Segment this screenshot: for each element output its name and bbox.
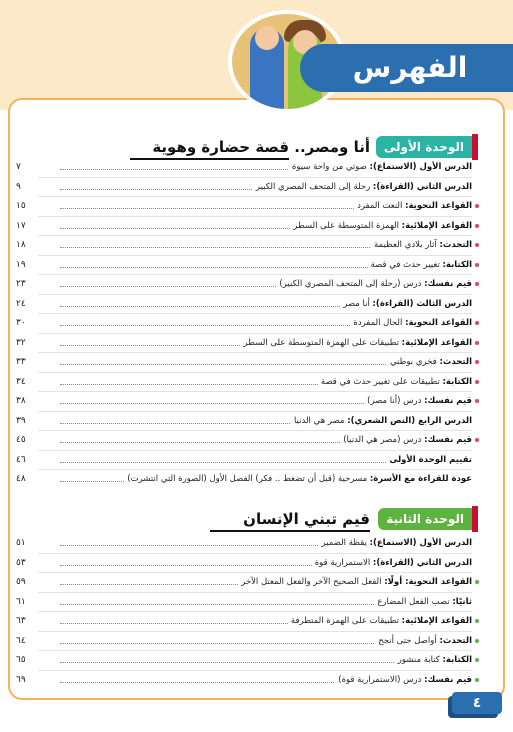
toc-page-number: ٦٤ bbox=[16, 632, 40, 650]
toc-entry-label: الكتابة: bbox=[442, 259, 472, 270]
toc-entry-label: التحدث: bbox=[439, 240, 472, 250]
toc-page-number: ٣٩ bbox=[16, 412, 40, 430]
toc-entry-text: النعت المفرد bbox=[357, 201, 403, 211]
toc-entry-text: مسرحية (قبل أن تضغط .. فكر) الفصل الأول (الصورة التي انتشرت) bbox=[127, 474, 368, 484]
toc-entry bbox=[340, 431, 472, 449]
toc-entry-text: أنا مصر bbox=[343, 298, 370, 309]
toc-row bbox=[16, 373, 472, 391]
toc-entry-text: درس (الاستمرارية قوة) bbox=[338, 674, 422, 685]
bullet-icon bbox=[475, 263, 479, 267]
toc-entry bbox=[368, 256, 472, 274]
toc-page-number: ٥٩ bbox=[16, 573, 40, 591]
bullet-icon bbox=[475, 360, 479, 364]
toc-entry bbox=[276, 275, 472, 293]
toc-entry bbox=[374, 593, 472, 611]
toc-entry bbox=[124, 470, 472, 488]
toc-entry-text: الفعل الصحيح الآخر والفعل المعتل الآخر bbox=[241, 577, 382, 587]
unit-2-badge-label: الوحدة الثانية bbox=[386, 512, 464, 526]
toc-entry-label: الدرس الرابع (النص الشعري): bbox=[347, 415, 472, 426]
toc-page-number: ٣٢ bbox=[16, 334, 40, 352]
toc-entry bbox=[319, 534, 473, 552]
toc-entry bbox=[241, 334, 472, 352]
toc-row bbox=[16, 275, 472, 293]
toc-row bbox=[16, 451, 472, 469]
unit-2-header bbox=[100, 508, 472, 530]
toc-row bbox=[16, 295, 472, 313]
toc-entry-text: رحلة إلى المتحف المصري الكبير bbox=[255, 181, 371, 192]
bullet-icon bbox=[475, 399, 479, 403]
bullet-icon bbox=[475, 580, 479, 584]
toc-page-number: ٦١ bbox=[16, 593, 40, 611]
toc-entry-label: عودة للقراءة مع الأسرة: bbox=[369, 474, 472, 484]
toc-row bbox=[16, 671, 472, 689]
toc-entry-text: يقظة الضمير bbox=[321, 538, 367, 548]
toc-row bbox=[16, 256, 472, 274]
toc-entry bbox=[253, 178, 472, 196]
toc-row bbox=[16, 314, 472, 332]
toc-row bbox=[16, 593, 472, 611]
toc-page-number: ٢٣ bbox=[16, 275, 40, 293]
bullet-icon bbox=[475, 282, 479, 286]
toc-entry-label: التحدث: bbox=[439, 635, 472, 646]
toc-row bbox=[16, 534, 472, 552]
toc-entry-text: فخري بوطني bbox=[389, 357, 437, 367]
toc-page-number: ٤٨ bbox=[16, 470, 40, 488]
toc-entry-label: تقييم الوحدة الأولى bbox=[389, 454, 472, 465]
unit-1-marker bbox=[472, 134, 478, 160]
toc-entry-label: القواعد النحوية: bbox=[405, 201, 472, 211]
toc-entry-text: أواصل حتى أنجح bbox=[378, 635, 437, 646]
toc-entry-label: التحدث: bbox=[439, 357, 472, 367]
toc-page-number: ١٧ bbox=[16, 217, 40, 235]
toc-page-number: ٧ bbox=[16, 158, 40, 176]
bullet-icon bbox=[475, 619, 479, 623]
toc-entry bbox=[291, 412, 472, 430]
toc-entry-label: القواعد النحوية: أولًا: bbox=[384, 577, 472, 587]
toc-entry bbox=[312, 554, 472, 572]
toc-entry-label: القواعد الإملائية: bbox=[401, 220, 472, 231]
unit-2-marker bbox=[472, 506, 478, 532]
toc-page-number: ١٨ bbox=[16, 236, 40, 254]
toc-page-number: ٤٦ bbox=[16, 451, 40, 469]
toc-entry-text: تطبيقات على تغيير حدث في قصة bbox=[320, 376, 440, 387]
toc-page-number: ٣٠ bbox=[16, 314, 40, 332]
toc-entry-label: القواعد الإملائية: bbox=[401, 616, 472, 626]
toc-entry-label: ثانيًا: bbox=[452, 596, 472, 607]
unit-2-badge bbox=[378, 508, 472, 530]
toc-entry-text: درس (رحلة إلى المتحف المصري الكبير) bbox=[279, 279, 422, 289]
toc-page-number: ٥١ bbox=[16, 534, 40, 552]
toc-row bbox=[16, 470, 472, 488]
toc-entry-label: الدرس الثاني (القراءة): bbox=[372, 557, 472, 568]
toc-row bbox=[16, 158, 472, 176]
toc-entry-label: قيم نفسك: bbox=[424, 279, 472, 289]
bullet-icon bbox=[475, 224, 479, 228]
toc-entry bbox=[288, 612, 472, 630]
toc-entry-label: قيم نفسك: bbox=[424, 435, 472, 445]
toc-entry-text: درس (مصر هي الدنيا) bbox=[343, 435, 422, 445]
toc-entry-text: الاستمرارية قوة bbox=[314, 557, 371, 568]
toc-entry-text: الحال المفردة bbox=[353, 318, 403, 328]
unit-1-header bbox=[100, 136, 472, 158]
toc-row bbox=[16, 334, 472, 352]
unit-2-underline bbox=[210, 530, 370, 532]
toc-entry-text: آثار بلادي العظيمة bbox=[373, 240, 437, 250]
toc-entry-text: تغيير حدث في قصة bbox=[370, 259, 440, 270]
toc-row bbox=[16, 573, 472, 591]
toc-row bbox=[16, 178, 472, 196]
toc-entry-text: مصر هي الدنيا bbox=[293, 415, 345, 426]
toc-entry bbox=[375, 632, 472, 650]
toc-entry-text: نصب الفعل المضارع bbox=[377, 596, 450, 607]
toc-entry bbox=[386, 451, 472, 469]
unit-1-title: أنا ومصر.. قصة حضارة وهوية bbox=[152, 138, 370, 156]
toc-row bbox=[16, 392, 472, 410]
toc-entry-text: تطبيقات على الهمزة المتوسطة على السطر bbox=[243, 337, 399, 348]
toc-entry-text: كتابة منشور bbox=[397, 655, 440, 665]
toc-row bbox=[16, 554, 472, 572]
bullet-icon bbox=[475, 380, 479, 384]
toc-page-number: ٦٥ bbox=[16, 651, 40, 669]
toc-entry bbox=[318, 373, 472, 391]
toc-entry-text: درس (أنا مصر) bbox=[367, 396, 422, 406]
page-number: ٤ bbox=[452, 692, 502, 714]
toc-entry bbox=[364, 392, 472, 410]
toc-entry bbox=[350, 314, 472, 332]
toc-page-number: ٥٣ bbox=[16, 554, 40, 572]
toc-row bbox=[16, 197, 472, 215]
bullet-icon bbox=[475, 341, 479, 345]
toc-entry bbox=[395, 651, 472, 669]
bullet-icon bbox=[475, 438, 479, 442]
toc-page-number: ٢٤ bbox=[16, 295, 40, 313]
toc-page-number: ٩ bbox=[16, 178, 40, 196]
toc-row bbox=[16, 612, 472, 630]
bullet-icon bbox=[475, 639, 479, 643]
toc-entry bbox=[371, 236, 472, 254]
toc-page-number: ١٥ bbox=[16, 197, 40, 215]
toc-entry bbox=[289, 158, 472, 176]
bullet-icon bbox=[475, 658, 479, 662]
toc-row bbox=[16, 651, 472, 669]
toc-page-number: ١٩ bbox=[16, 256, 40, 274]
bullet-icon bbox=[475, 678, 479, 682]
toc-entry bbox=[290, 217, 472, 235]
unit-2-title: قيم تبني الإنسان bbox=[243, 510, 370, 528]
toc-row bbox=[16, 217, 472, 235]
toc-page-number: ٦٩ bbox=[16, 671, 40, 689]
bullet-icon bbox=[475, 204, 479, 208]
unit-1-badge bbox=[376, 136, 472, 158]
toc-entry-label: الدرس الثالث (القراءة): bbox=[372, 298, 472, 309]
page-title: الفهرس bbox=[352, 51, 468, 84]
toc-entry-label: الدرس الأول (الاستماع): bbox=[369, 538, 472, 548]
toc-entry-text: الهمزة المتوسطة على السطر bbox=[293, 220, 399, 231]
toc-entry-label: القواعد الإملائية: bbox=[401, 337, 472, 348]
toc-entry bbox=[354, 197, 472, 215]
toc-page-number: ٣٨ bbox=[16, 392, 40, 410]
unit-1-badge-label: الوحدة الأولى bbox=[383, 140, 464, 154]
toc-page-number: ٦٣ bbox=[16, 612, 40, 630]
toc-page-number: ٣٤ bbox=[16, 373, 40, 391]
toc-entry bbox=[340, 295, 472, 313]
toc-entry-label: الدرس الثاني (القراءة): bbox=[372, 181, 472, 192]
toc-entry-label: قيم نفسك: bbox=[424, 674, 472, 685]
toc-row bbox=[16, 632, 472, 650]
toc-entry-text: تطبيقات على الهمزة المتطرفة bbox=[290, 616, 399, 626]
toc-row bbox=[16, 412, 472, 430]
toc-page-number: ٣٣ bbox=[16, 353, 40, 371]
toc-entry-label: القواعد النحوية: bbox=[405, 318, 472, 328]
bullet-icon bbox=[475, 321, 479, 325]
toc-entry bbox=[387, 353, 472, 371]
toc-entry-label: الدرس الأول (الاستماع): bbox=[369, 162, 472, 172]
bullet-icon bbox=[475, 243, 479, 247]
toc-entry bbox=[335, 671, 472, 689]
toc-row bbox=[16, 353, 472, 371]
toc-entry-label: قيم نفسك: bbox=[424, 396, 472, 406]
toc-row bbox=[16, 236, 472, 254]
toc-entry-text: صوتي من واحة سيوة bbox=[291, 162, 367, 172]
student-boy bbox=[250, 28, 284, 112]
toc-entry-label: الكتابة: bbox=[442, 655, 472, 665]
toc-entry-label: الكتابة: bbox=[442, 376, 472, 387]
toc-entry bbox=[238, 573, 472, 591]
toc-page-number: ٤٥ bbox=[16, 431, 40, 449]
toc-row bbox=[16, 431, 472, 449]
